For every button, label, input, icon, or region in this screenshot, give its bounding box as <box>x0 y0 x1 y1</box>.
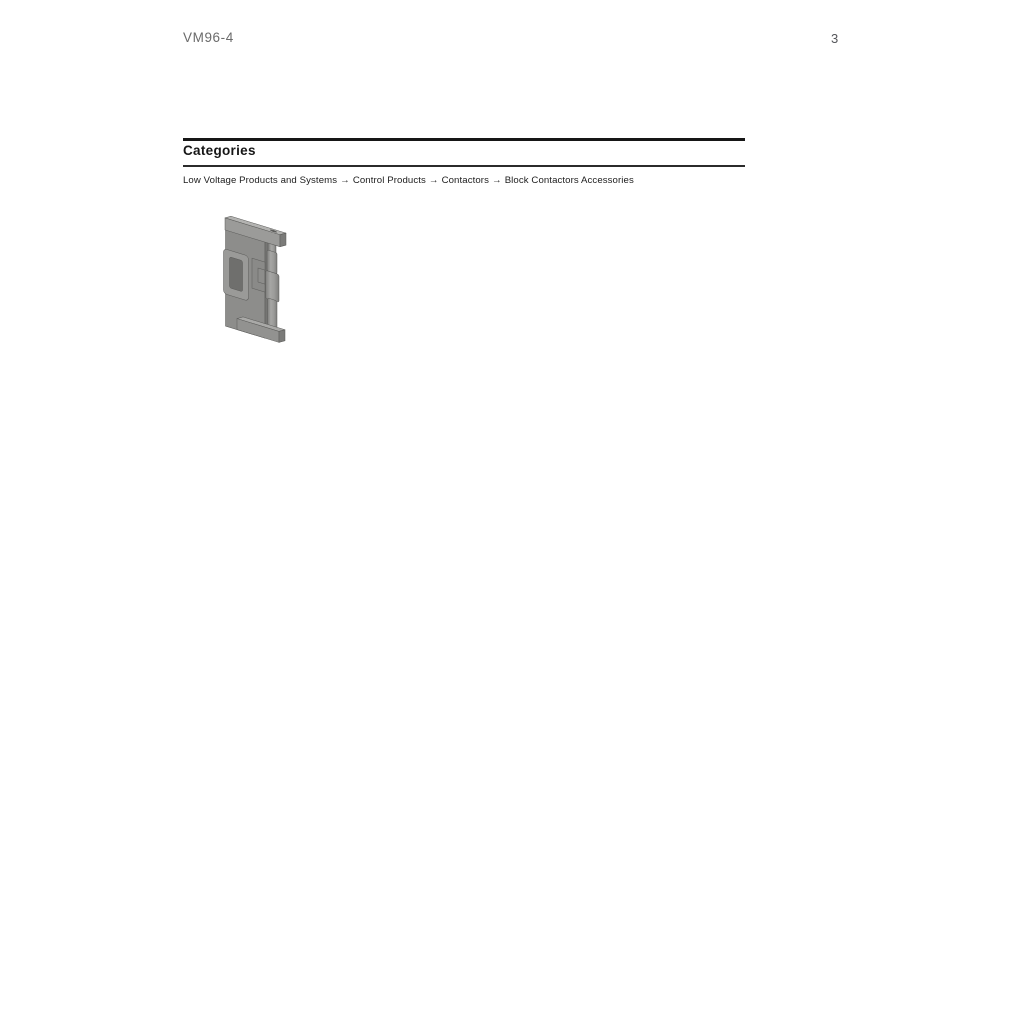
section-rule-bottom <box>183 165 745 167</box>
breadcrumb-item: Contactors <box>441 175 489 186</box>
breadcrumb <box>183 175 634 186</box>
breadcrumb-separator: → <box>340 175 350 186</box>
section-rule-top <box>183 138 745 141</box>
breadcrumb-item: Control Products <box>352 175 426 186</box>
doc-code: VM96-4 <box>183 30 234 45</box>
page-number: 3 <box>831 31 839 46</box>
product-photo-illustration <box>222 212 292 345</box>
breadcrumb-item: Low Voltage Products and Systems <box>183 175 338 186</box>
breadcrumb-separator: → <box>491 175 502 186</box>
breadcrumb-item: Block Contactors Accessories <box>504 175 634 186</box>
section-title: Categories <box>183 143 256 158</box>
breadcrumb-separator: → <box>428 175 439 186</box>
product-image <box>222 212 292 345</box>
